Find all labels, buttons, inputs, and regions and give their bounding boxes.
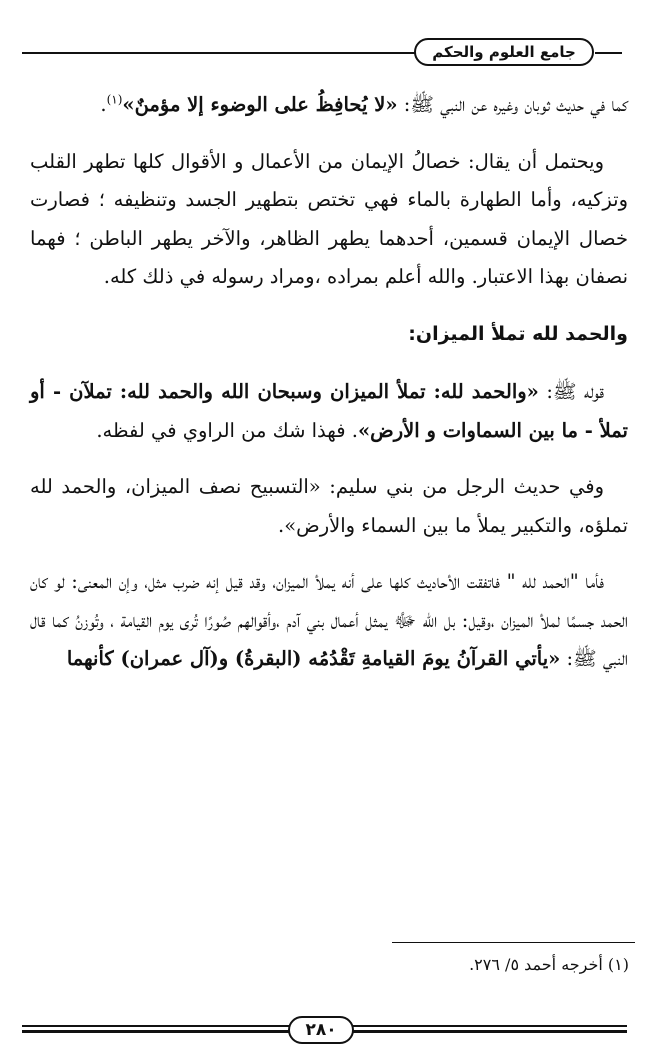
paragraph-1-text: كما في حديث ثوبان وغيره عن النبي ﷺ:	[397, 93, 628, 116]
section-heading: والحمد لله تملأ الميزان:	[408, 322, 628, 345]
paragraph-5	[30, 563, 628, 679]
header-rule-left	[22, 52, 415, 54]
paragraph-4: وفي حديث الرجل من بني سليم: «التسبيح نصف الميزان، والحمد لله تملؤه، والتكبير يملأ ما بين السماء والأرض».	[30, 475, 628, 537]
hadith-quote-mizan: «والحمد لله: تملأ الميزان وسبحان الله والحمد لله: تملآن - أو تملأ - ما بين السماوات و الأرض»	[30, 380, 628, 442]
running-header	[22, 38, 622, 68]
page-footer	[22, 1016, 627, 1046]
footnote-marker[interactable]: (١)	[106, 92, 123, 107]
paragraph-2: ويحتمل أن يقال: خصالُ الإيمان من الأعمال و الأقوال كلها تطهر القلب وتزكيه، وأما الطهارة بالماء فهي تختص بتطهير الجسد وتنظيفه ؛ فصارت خصال الإيمان قسمين، أحدهما يطهر الظاهر، والآخر يطهر الباطن ؛ فهما نصفان بهذا الاعتبار. والله أعلم بمراده ،ومراد رسوله في ذلك كله.	[30, 149, 628, 288]
header-rule-right	[595, 52, 622, 54]
paragraph-5-text: فأما "الحمد لله " فاتفقت الأحاديث كلها على أنه يملأ الميزان، وقد قيل إنه ضرب مثل، وإن المعنى: لو كان الحمد جسمًا لملأ الميزان ،وقيل: بل الله ﷻ يمثل أعمال بني آدم ،وأقوالهم صُورًا تُرى يوم القيامة ، وتُوزنُ كما قال النبي ﷺ:	[30, 570, 628, 670]
footnote-separator	[392, 942, 635, 943]
paragraph-1	[30, 86, 628, 125]
hadith-quote-quran: «يأتي القرآنُ يومَ القيامةِ تَقْدُمُه (البقرةُ) و(آل عمران) كأنهما	[66, 647, 561, 670]
paragraph-3-tail: . فهذا شك من الراوي في لفظه.	[96, 418, 358, 442]
paragraph-3	[30, 373, 628, 450]
page-body	[30, 86, 628, 697]
header-title: جامع العلوم والحكم	[414, 38, 594, 66]
page-number: ٢٨٠	[288, 1016, 354, 1044]
footnote-1: (١) أخرجه أحمد ٥/ ٢٧٦.	[469, 955, 629, 974]
paragraph-1-tail: .	[100, 93, 107, 116]
hadith-quote-wudu: «لا يُحافِظُ على الوضوء إلا مؤمنٌ»	[122, 93, 398, 116]
paragraph-3-lead: قوله ﷺ:	[538, 380, 604, 403]
